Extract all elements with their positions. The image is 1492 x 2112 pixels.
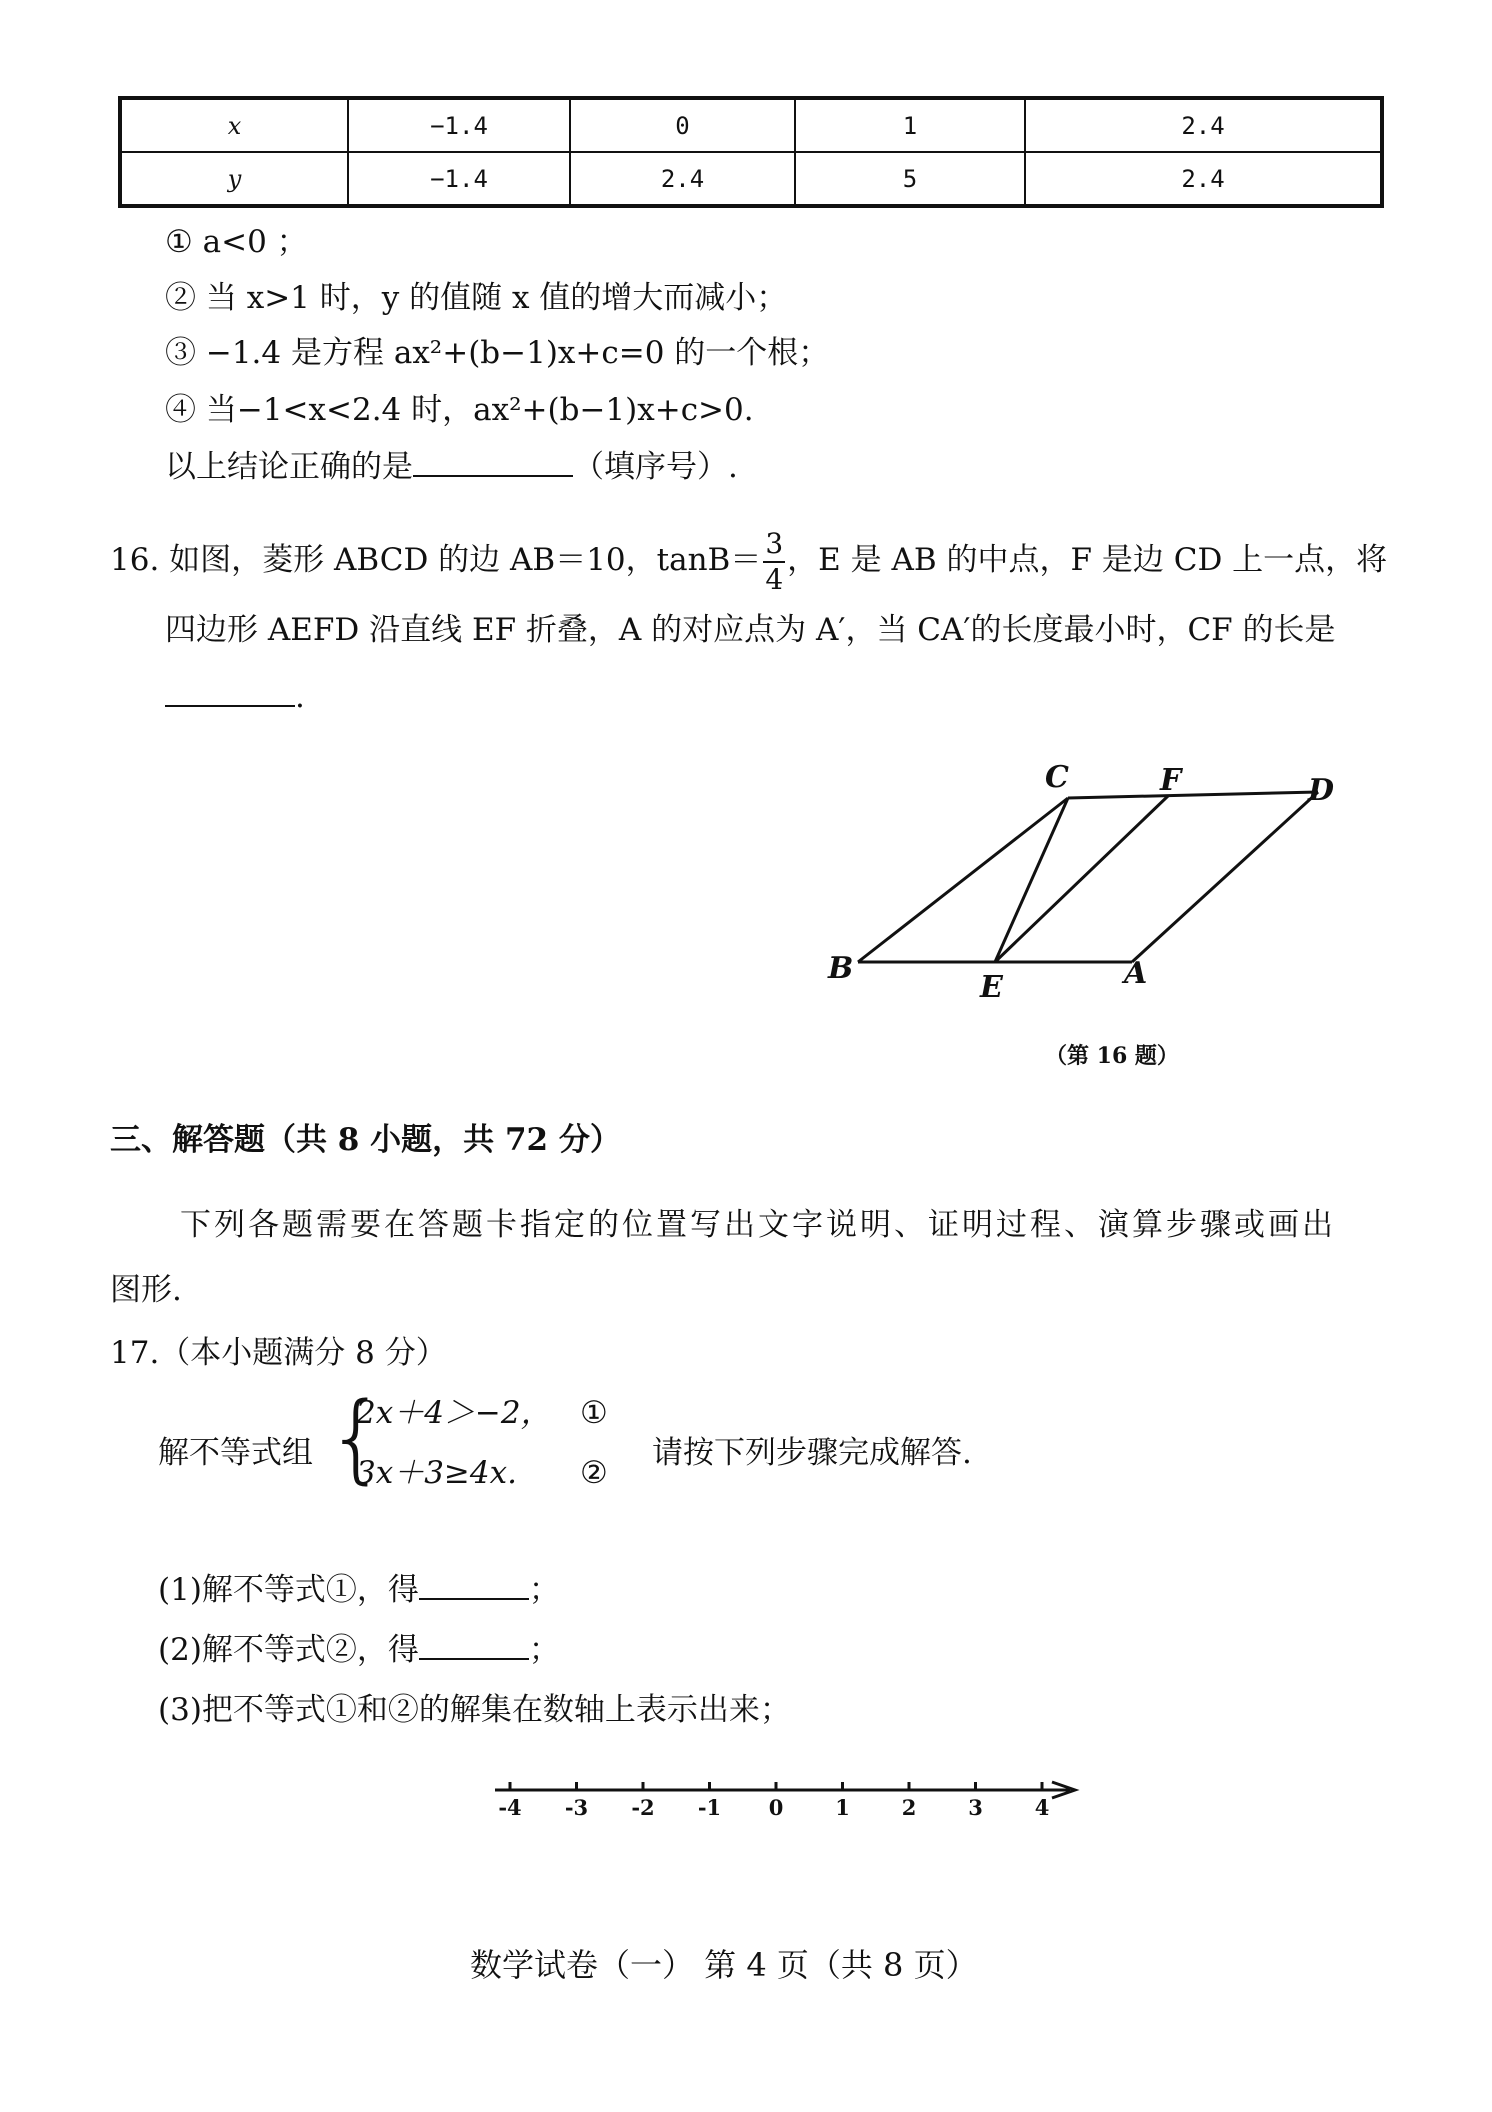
axis-tick-label: 4 <box>1034 1795 1050 1820</box>
inequality-2: 3x＋3≥4x. <box>356 1455 517 1491</box>
step-2-semi: ； <box>528 1632 560 1668</box>
value-table <box>118 96 1384 208</box>
q16-text-a: 16. 如图，菱形 ABCD 的边 AB＝10，tanB＝ <box>110 542 762 578</box>
axis-tick-label: 3 <box>968 1795 983 1820</box>
fraction-denominator: 4 <box>765 562 784 596</box>
inequality-1-mark: ① <box>580 1395 608 1431</box>
section-heading: 三、解答题（共 8 小题，共 72 分） <box>110 1122 621 1158</box>
label-f: F <box>1160 763 1182 798</box>
answer-blank[interactable] <box>165 705 295 707</box>
section-instruction-end: 图形. <box>110 1272 182 1308</box>
axis-tick-label: -3 <box>564 1795 589 1820</box>
step-2-text: (2)解不等式②，得 <box>158 1632 419 1668</box>
table-cell: −1.4 <box>348 98 570 152</box>
step-1 <box>158 1570 560 1610</box>
axis-tick-label: 0 <box>768 1795 784 1820</box>
section-instruction: 下列各题需要在答题卡指定的位置写出文字说明、证明过程、演算步骤或画出 <box>180 1207 1336 1243</box>
q17-lead: 解不等式组 <box>158 1435 313 1471</box>
axis-tick-label: -2 <box>631 1795 655 1820</box>
system-brace: { <box>326 1382 388 1494</box>
label-d: D <box>1308 773 1335 808</box>
segment-da <box>1132 792 1318 962</box>
q17-title: 17.（本小题满分 8 分） <box>110 1335 447 1371</box>
inequality-2-mark: ② <box>580 1455 608 1491</box>
label-b: B <box>828 951 854 986</box>
table-cell: 2.4 <box>1025 98 1382 152</box>
conclusion-3: ③ −1.4 是方程 ax²+(b−1)x+c=0 的一个根； <box>165 335 830 371</box>
label-a: A <box>1124 956 1148 991</box>
axis-tick-label: 2 <box>901 1795 917 1820</box>
conclusion-2: ② 当 x>1 时，y 的值随 x 值的增大而减小； <box>165 280 788 316</box>
segment-cd <box>1068 792 1318 798</box>
axis-tick-label: -4 <box>498 1795 522 1820</box>
table-cell: 1 <box>795 98 1025 152</box>
q16-text-b: ，E 是 AB 的中点，F 是边 CD 上一点，将 <box>787 542 1388 578</box>
table-cell: x <box>120 98 348 152</box>
tan-fraction <box>763 526 785 596</box>
inequality-1: 2x＋4＞−2， <box>356 1395 552 1431</box>
segment-ef <box>995 796 1168 962</box>
page-footer: 数学试卷（一） 第 4 页（共 8 页） <box>470 1946 978 1984</box>
answer-blank[interactable] <box>413 475 573 477</box>
table-cell: −1.4 <box>348 152 570 206</box>
table-row <box>120 152 1382 206</box>
axis-tick-label: -1 <box>697 1795 722 1820</box>
q16-line2: 四边形 AEFD 沿直线 EF 折叠，A 的对应点为 A′，当 CA′的长度最小时，CF 的长是 <box>165 612 1336 648</box>
step-1-text: (1)解不等式①，得 <box>158 1572 419 1608</box>
q16-line1 <box>110 525 1387 595</box>
table-cell: y <box>120 152 348 206</box>
prompt-text: 以上结论正确的是 <box>165 449 413 485</box>
conclusion-1: ① a<0 ； <box>165 224 308 260</box>
label-e: E <box>980 970 1003 1005</box>
answer-blank[interactable] <box>419 1658 529 1660</box>
table-cell: 5 <box>795 152 1025 206</box>
number-line <box>480 1760 1100 1840</box>
rhombus-figure <box>820 750 1360 1080</box>
figure-caption: （第 16 题） <box>1045 1043 1179 1069</box>
step-2 <box>158 1630 560 1670</box>
table-cell: 2.4 <box>1025 152 1382 206</box>
table-row <box>120 98 1382 152</box>
prompt-tail: （填序号）. <box>573 449 738 485</box>
table-cell: 2.4 <box>570 152 795 206</box>
table-cell: 0 <box>570 98 795 152</box>
step-1-semi: ； <box>528 1572 560 1608</box>
answer-blank[interactable] <box>419 1598 529 1600</box>
fraction-numerator: 3 <box>763 530 785 563</box>
q16-line3 <box>165 677 305 717</box>
step-3: (3)把不等式①和②的解集在数轴上表示出来； <box>158 1692 791 1728</box>
q16-end: . <box>295 679 305 715</box>
conclusion-4: ④ 当−1<x<2.4 时，ax²+(b−1)x+c>0. <box>165 392 754 428</box>
axis-tick-label: 1 <box>835 1795 850 1820</box>
conclusion-prompt <box>165 447 738 487</box>
segment-ec <box>995 798 1068 962</box>
q17-instruction: 请按下列步骤完成解答. <box>652 1435 972 1471</box>
label-c: C <box>1045 760 1069 795</box>
segment-bc <box>858 798 1068 962</box>
